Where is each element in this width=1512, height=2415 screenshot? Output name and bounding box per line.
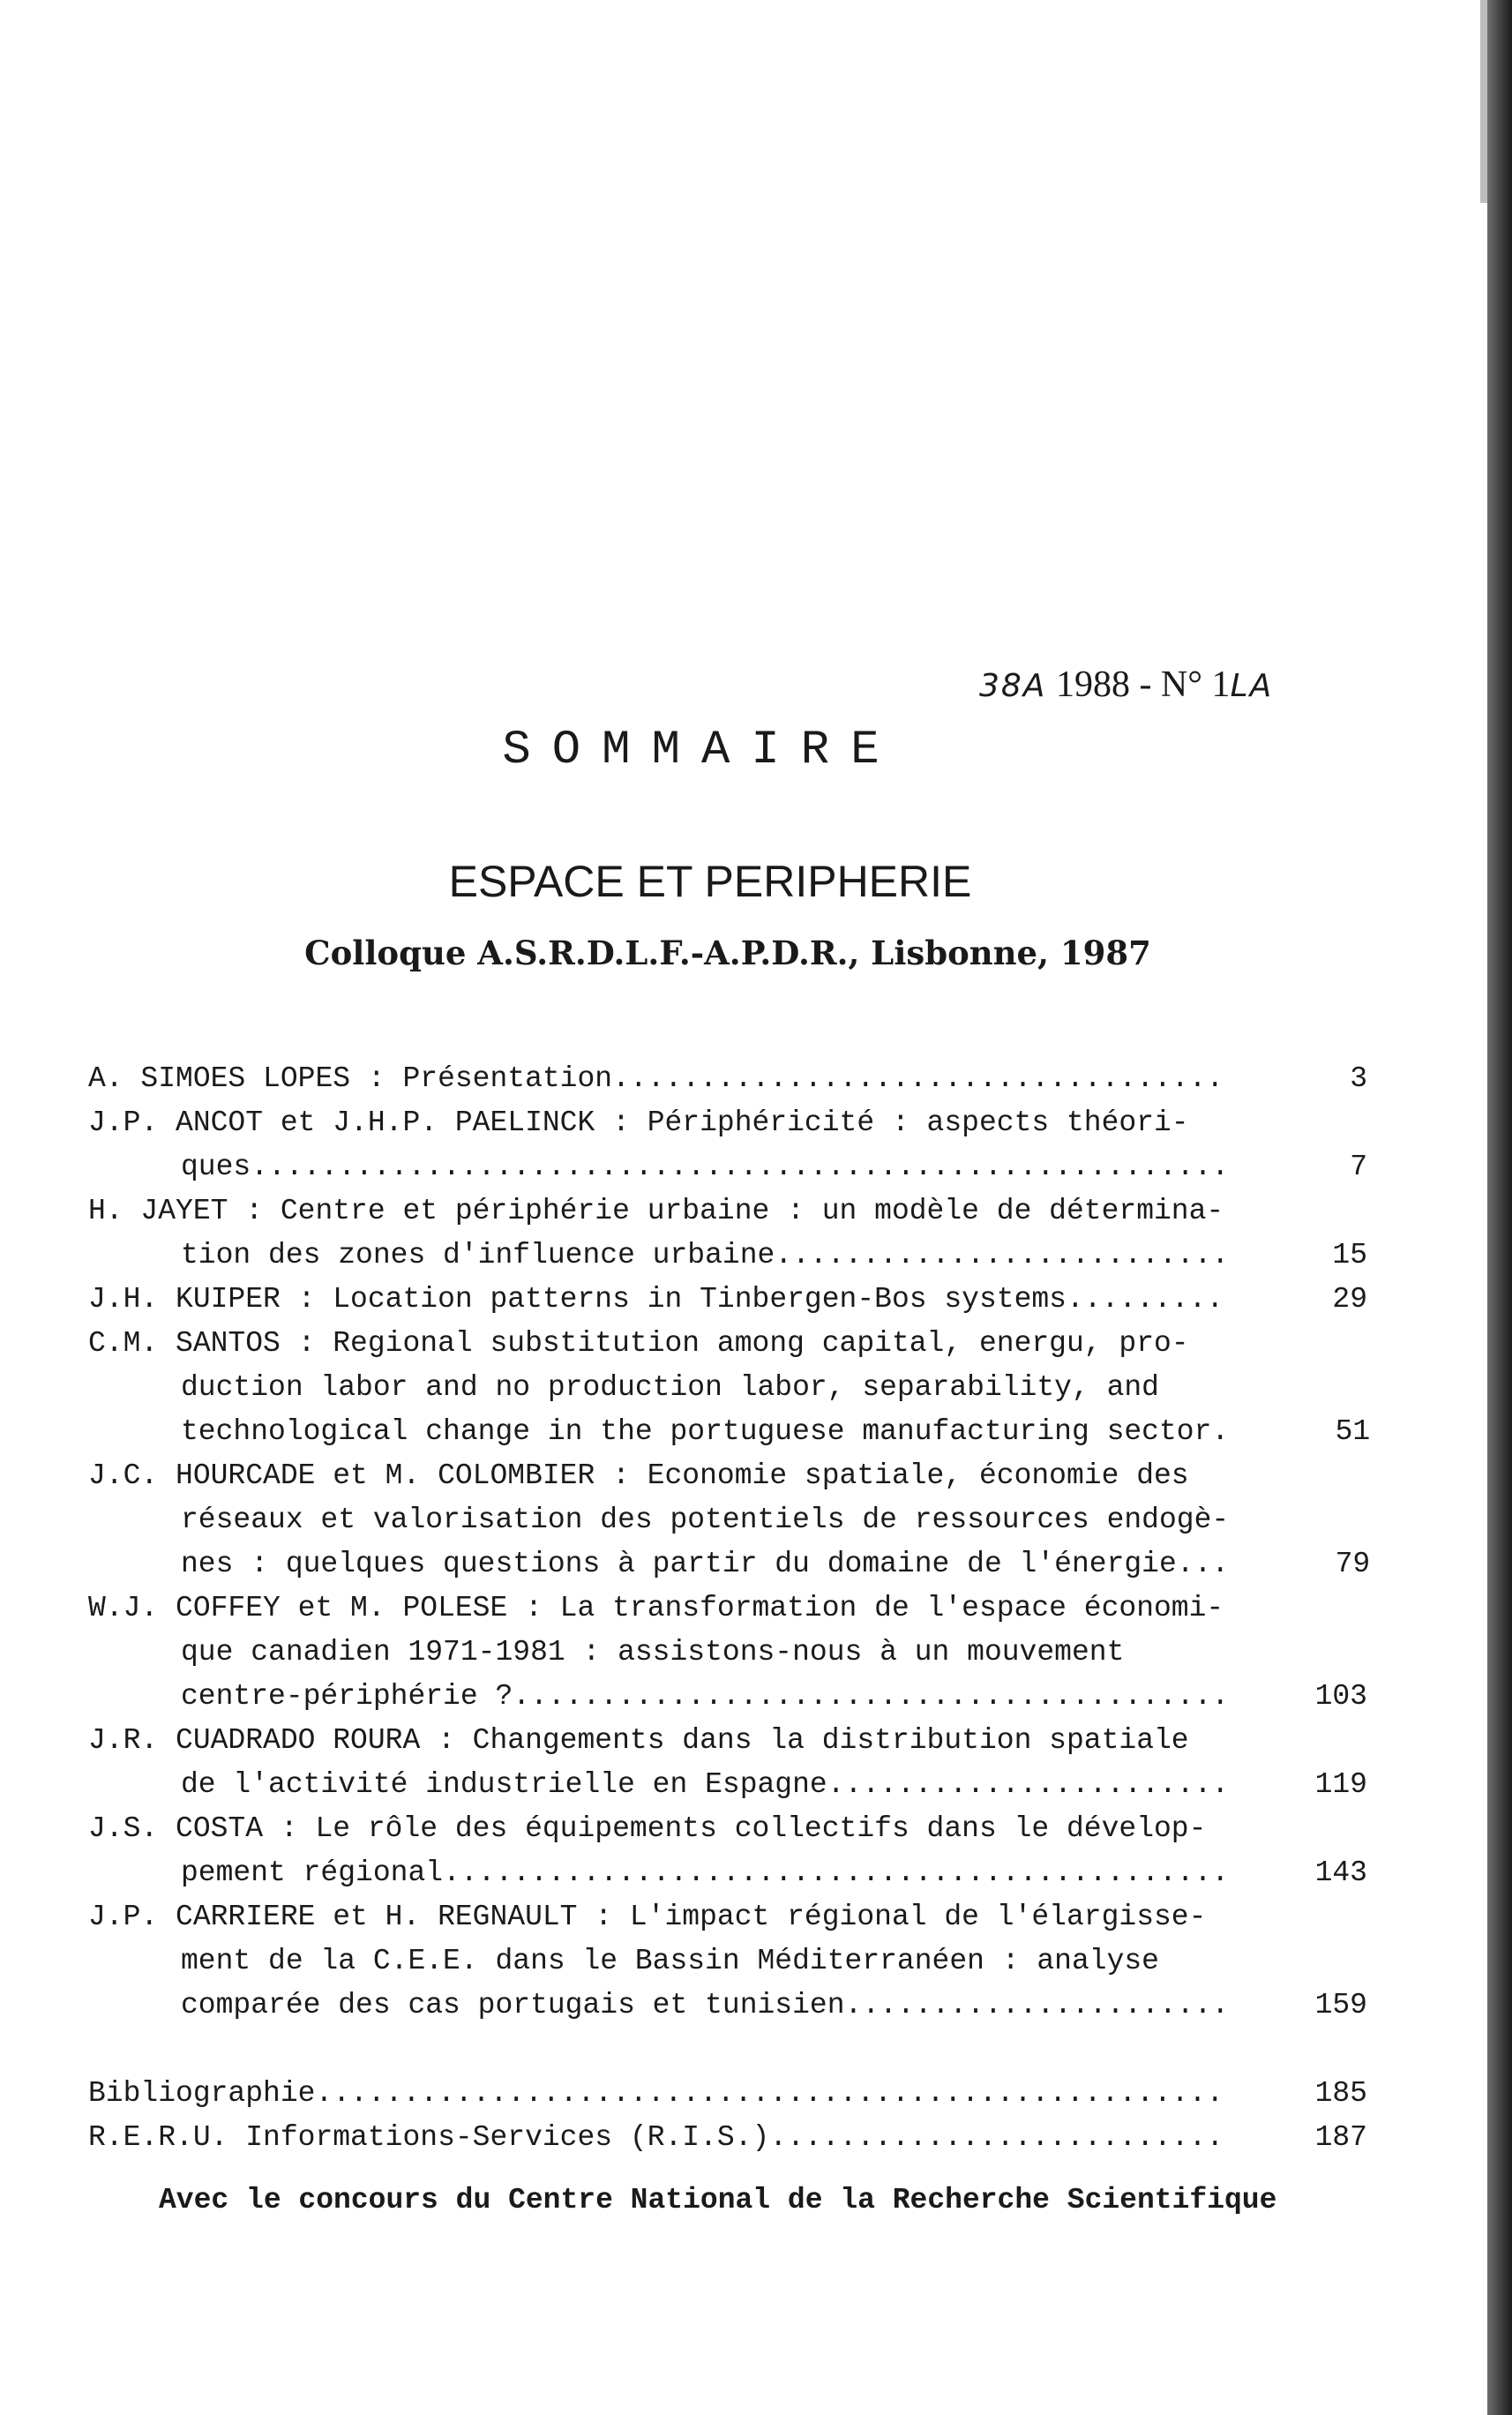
page-binding-edge <box>1487 0 1512 2415</box>
toc-entry-text: ques <box>181 1151 251 1183</box>
toc-entry-text: tion des zones d'influence urbaine <box>181 1239 775 1271</box>
issue-number <box>979 664 1473 706</box>
toc-entry-text: J.S. COSTA : Le rôle des équipements collectifs dans le dévelop- <box>88 1812 1207 1845</box>
table-of-contents <box>88 1057 1371 2160</box>
toc-entry-line <box>88 1145 1367 1189</box>
toc-entry-text: A. SIMOES LOPES : Présentation <box>88 1062 613 1095</box>
toc-entry-text: technological change in the portuguese manufacturing sector. <box>181 1415 1230 1448</box>
toc-leader-dots <box>513 1675 1226 1719</box>
toc-entry-line <box>88 1057 1367 1101</box>
toc-entry-line <box>88 1189 1367 1234</box>
toc-entry-line <box>88 1234 1367 1278</box>
toc-entry-line <box>88 1322 1367 1366</box>
toc-extra-label: Bibliographie <box>88 2077 316 2110</box>
toc-entry-line <box>88 1719 1367 1763</box>
toc-entry-text: J.P. CARRIERE et H. REGNAULT : L'impact régional de l'élargisse- <box>88 1901 1207 1933</box>
toc-leader-dots <box>443 1851 1226 1895</box>
toc-leader-dots <box>775 1234 1226 1278</box>
toc-entry-text: que canadien 1971-1981 : assistons-nous à un mouvement <box>181 1636 1125 1669</box>
toc-entry-text: J.P. ANCOT et J.H.P. PAELINCK : Périphéricité : aspects théori- <box>88 1106 1189 1139</box>
toc-entry <box>88 1057 1367 1101</box>
page-title: SOMMAIRE <box>502 724 901 777</box>
toc-entries <box>88 1057 1371 2028</box>
toc-page-number: 185 <box>1314 2077 1367 2110</box>
toc-entry-line <box>88 1586 1367 1631</box>
toc-extra-line <box>88 2072 1367 2116</box>
toc-entry-text: H. JAYET : Centre et périphérie urbaine : un modèle de détermina- <box>88 1195 1224 1227</box>
toc-leader-dots <box>1067 1278 1226 1322</box>
toc-entry-line <box>88 1939 1367 1984</box>
toc-entry-text: J.R. CUADRADO ROURA : Changements dans la distribution spatiale <box>88 1724 1189 1757</box>
toc-entry-line <box>88 1410 1371 1454</box>
toc-entry-text: nes : quelques questions à partir du domaine de l'énergie... <box>181 1548 1230 1580</box>
colloque-line: Colloque A.S.R.D.L.F.-A.P.D.R., Lisbonne, 1987 <box>304 934 1151 972</box>
toc-entry <box>88 1189 1367 1278</box>
toc-entry-text: comparée des cas portugais et tunisien <box>181 1989 845 2021</box>
toc-entry-line <box>88 1763 1367 1807</box>
toc-page-number: 7 <box>1350 1151 1367 1183</box>
toc-page-number: 187 <box>1314 2121 1367 2154</box>
toc-entry-text: ment de la C.E.E. dans le Bassin Méditerranéen : analyse <box>181 1945 1159 1977</box>
toc-entry-line <box>88 1101 1367 1145</box>
toc-leader-dots <box>612 1057 1226 1101</box>
toc-page-number: 103 <box>1314 1680 1367 1713</box>
toc-page-number: 119 <box>1314 1768 1367 1801</box>
toc-entry-text: duction labor and no production labor, separability, and <box>181 1371 1159 1404</box>
toc-page-number: 159 <box>1314 1989 1367 2021</box>
toc-page-number: 3 <box>1350 1062 1367 1095</box>
toc-entry-line <box>88 1675 1367 1719</box>
toc-entry-text: J.C. HOURCADE et M. COLOMBIER : Economie spatiale, économie des <box>88 1459 1189 1492</box>
toc-entry-line <box>88 1851 1367 1895</box>
toc-gap <box>88 2028 1367 2072</box>
toc-entry-line <box>88 1631 1367 1675</box>
toc-entry-line <box>88 1498 1367 1542</box>
toc-page-number: 79 <box>1335 1548 1371 1580</box>
toc-entry-line <box>88 1366 1367 1410</box>
toc-entry-line <box>88 1542 1371 1586</box>
toc-entry-text: W.J. COFFEY et M. POLESE : La transformation de l'espace économi- <box>88 1592 1224 1624</box>
handwritten-note-suffix: LA <box>1230 668 1274 704</box>
toc-entry <box>88 1807 1367 1895</box>
toc-leader-dots <box>315 2072 1226 2116</box>
toc-extra-line <box>88 2116 1367 2160</box>
toc-entry-text: C.M. SANTOS : Regional substitution among capital, energu, pro- <box>88 1327 1189 1360</box>
toc-leader-dots <box>251 1145 1226 1189</box>
toc-entry <box>88 1454 1371 1586</box>
footer-credit: Avec le concours du Centre National de la Recherche Scientifique <box>159 2184 1277 2216</box>
toc-entry-text: centre-périphérie ? <box>181 1680 513 1713</box>
toc-entry-text: pement régional <box>181 1856 444 1889</box>
toc-leader-dots <box>845 1984 1226 2028</box>
toc-extra-label: R.E.R.U. Informations-Services (R.I.S.) <box>88 2121 770 2154</box>
handwritten-note: 38A <box>979 668 1047 704</box>
toc-entry-line <box>88 1895 1367 1939</box>
toc-entry-text: réseaux et valorisation des potentiels de ressources endogè- <box>181 1504 1230 1536</box>
toc-page-number: 51 <box>1335 1415 1371 1448</box>
toc-entry-line <box>88 1984 1367 2028</box>
toc-page-number: 29 <box>1332 1283 1367 1316</box>
toc-extras <box>88 2072 1367 2160</box>
toc-entry-text: J.H. KUIPER : Location patterns in Tinbergen-Bos systems <box>88 1283 1067 1316</box>
toc-entry <box>88 1322 1371 1454</box>
toc-entry-line <box>88 1278 1367 1322</box>
toc-entry <box>88 1719 1367 1807</box>
toc-page-number: 15 <box>1332 1239 1367 1271</box>
toc-leader-dots <box>769 2116 1226 2160</box>
toc-page-number: 143 <box>1314 1856 1367 1889</box>
toc-leader-dots <box>827 1763 1226 1807</box>
toc-entry-text: de l'activité industrielle en Espagne <box>181 1768 827 1801</box>
toc-entry-line <box>88 1454 1367 1498</box>
toc-entry <box>88 1101 1367 1189</box>
toc-entry <box>88 1278 1367 1322</box>
binding-tab <box>1480 0 1487 203</box>
page-subtitle: ESPACE ET PERIPHERIE <box>448 857 972 906</box>
toc-entry <box>88 1586 1367 1719</box>
toc-entry <box>88 1895 1367 2028</box>
issue-year-number: 1988 - N° 1 <box>1055 664 1231 705</box>
toc-entry-line <box>88 1807 1367 1851</box>
